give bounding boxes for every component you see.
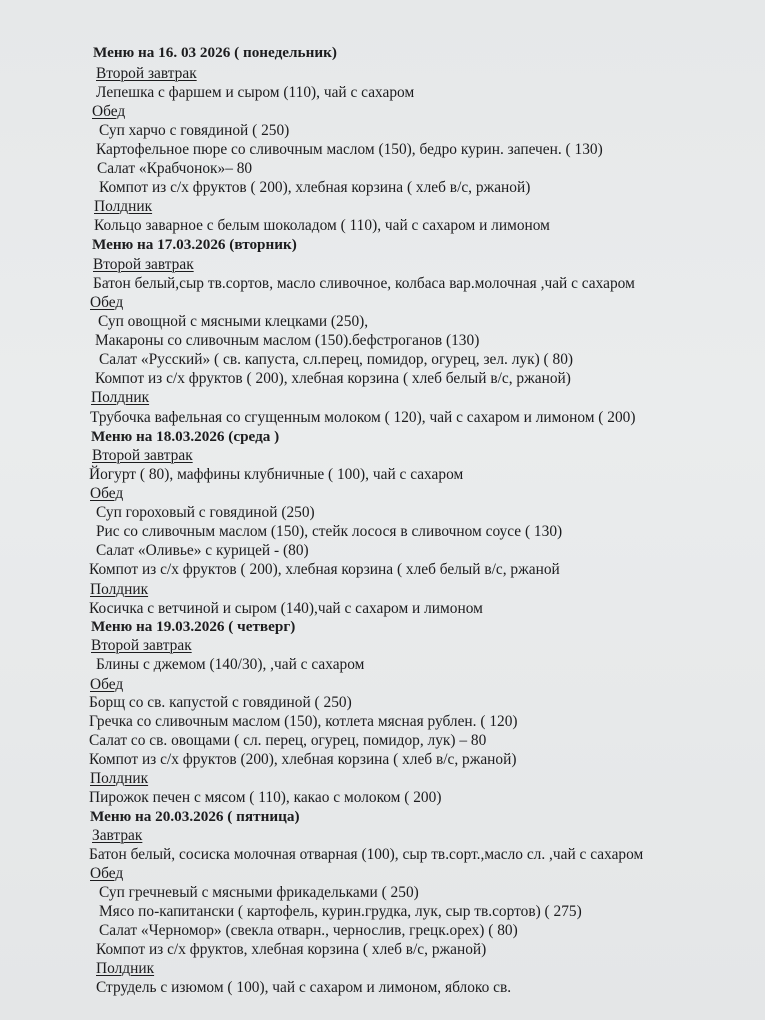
day-heading: Меню на 17.03.2026 (вторник) [92,236,297,253]
menu-item: Мясо по-капитански ( картофель, курин.грудка, лук, сыр тв.сортов) ( 275) [99,903,582,920]
menu-item: Макароны со сливочным маслом (150).бефстроганов (130) [95,332,480,349]
menu-item: Компот из с/х фруктов ( 200), хлебная корзина ( хлеб белый в/с, ржаной) [95,370,571,387]
section-title: Обед [90,485,124,502]
day-heading: Меню на 16. 03 2026 ( понедельник) [93,44,337,61]
menu-item: Гречка со сливочным маслом (150), котлета мясная рублен. ( 120) [89,713,518,730]
section-title: Второй завтрак [93,256,194,273]
menu-item: Компот из с/х фруктов ( 200), хлебная корзина ( хлеб белый в/с, ржаной [89,561,560,578]
menu-item: Трубочка вафельная со сгущенным молоком ( 120), чай с сахаром и лимоном ( 200) [90,409,636,426]
menu-item: Лепешка с фаршем и сыром (110), чай с сахаром [96,84,415,101]
menu-item: Салат «Оливье» с курицей - (80) [96,542,309,559]
day-heading: Меню на 19.03.2026 ( четверг) [91,618,296,635]
menu-item: Салат со св. овощами ( сл. перец, огурец, помидор, лук) – 80 [89,732,487,749]
menu-item: Суп харчо с говядиной ( 250) [99,122,290,139]
menu-item: Струдель с изюмом ( 100), чай с сахаром и лимоном, яблоко св. [96,979,512,996]
menu-item: Суп гречневый с мясными фрикадельками ( 250) [99,884,419,901]
section-title: Завтрак [92,827,143,844]
menu-item: Картофельное пюре со сливочным маслом (150), бедро курин. запечен. ( 130) [96,141,603,158]
menu-item: Батон белый, сосиска молочная отварная (100), сыр тв.сорт.,масло сл. ,чай с сахаром [89,846,644,863]
menu-item: Компот из с/х фруктов (200), хлебная корзина ( хлеб в/с, ржаной) [89,751,517,768]
section-title: Полдник [94,198,153,215]
menu-item: Пирожок печен с мясом ( 110), какао с молоком ( 200) [89,789,442,806]
menu-item: Борщ со св. капустой с говядиной ( 250) [89,694,352,711]
section-title: Полдник [90,770,149,787]
menu-item: Салат «Русский» ( св. капуста, сл.перец, помидор, огурец, зел. лук) ( 80) [99,351,574,368]
menu-item: Салат «Черномор» (свекла отварн., чернослив, грецк.орех) ( 80) [99,922,518,939]
section-title: Полдник [90,581,149,598]
section-title: Полдник [91,389,150,406]
day-heading: Меню на 18.03.2026 (среда ) [91,428,280,445]
section-title: Второй завтрак [96,65,197,82]
menu-item: Суп овощной с мясными клецками (250), [98,313,369,330]
day-heading: Меню на 20.03.2026 ( пятница) [90,808,300,825]
section-title: Второй завтрак [91,637,192,654]
menu-item: Суп гороховый с говядиной (250) [96,504,315,521]
menu-item: Кольцо заварное с белым шоколадом ( 110), чай с сахаром и лимоном [94,217,550,234]
menu-item: Салат «Крабчонок»– 80 [97,160,253,177]
menu-item: Батон белый,сыр тв.сортов, масло сливочное, колбаса вар.молочная ,чай с сахаром [93,275,635,292]
section-title: Обед [90,294,124,311]
section-title: Полдник [96,960,155,977]
section-title: Обед [90,865,124,882]
menu-item: Косичка с ветчиной и сыром (140),чай с сахаром и лимоном [89,600,483,617]
section-title: Обед [92,103,126,120]
section-title: Второй завтрак [92,447,193,464]
menu-item: Рис со сливочным маслом (150), стейк лосося в сливочном соусе ( 130) [96,523,563,540]
menu-item: Компот из с/х фруктов, хлебная корзина ( хлеб в/с, ржаной) [96,941,487,958]
menu-item: Компот из с/х фруктов ( 200), хлебная корзина ( хлеб в/с, ржаной) [99,179,531,196]
menu-item: Блины с джемом (140/30), ,чай с сахаром [96,656,365,673]
menu-item: Йогурт ( 80), маффины клубничные ( 100), чай с сахаром [89,466,464,483]
section-title: Обед [90,676,124,693]
